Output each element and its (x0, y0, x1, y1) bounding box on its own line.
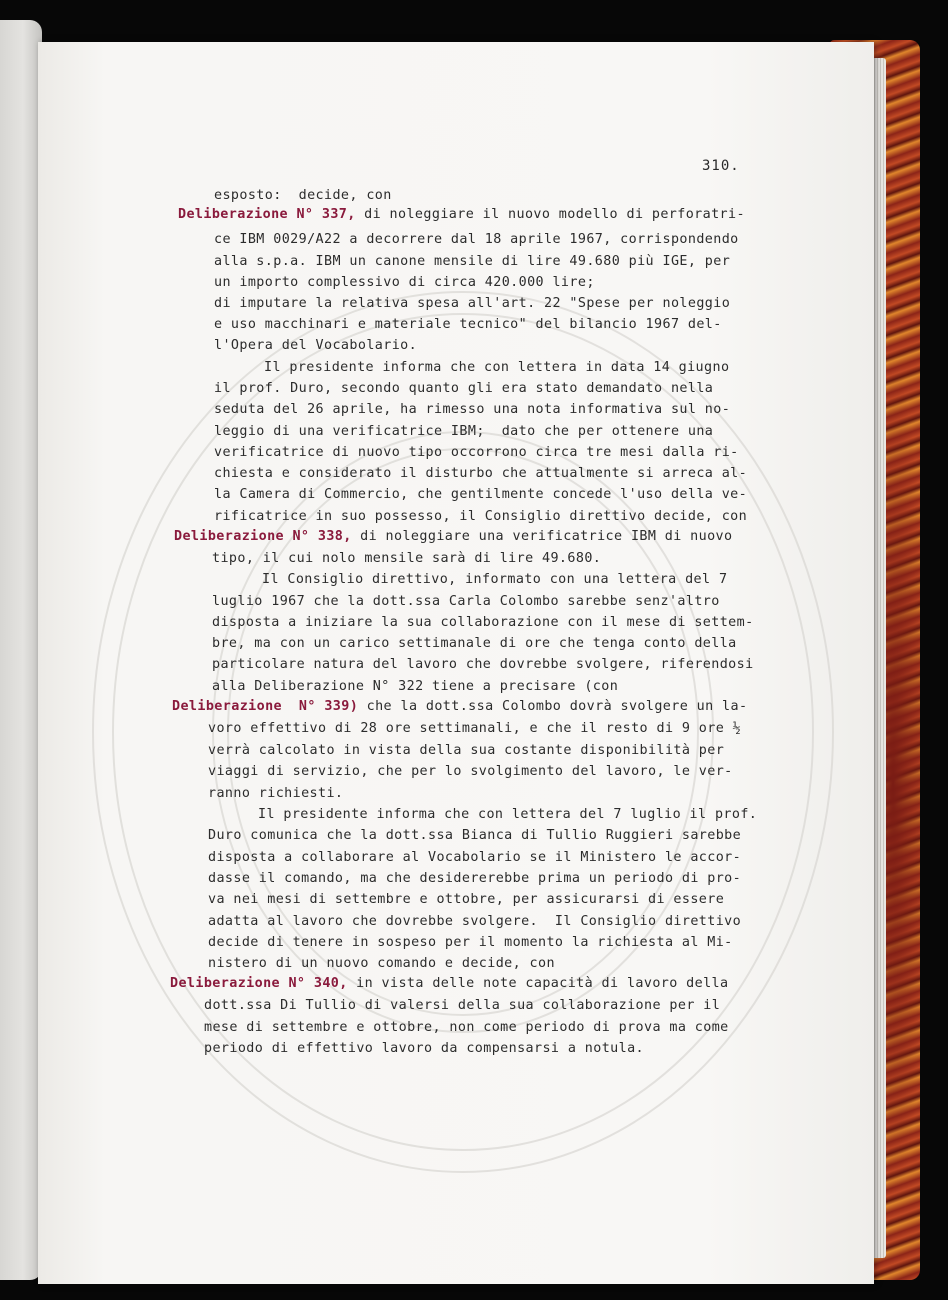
text-line: disposta a collaborare al Vocabolario se il Ministero le accor- (208, 850, 742, 865)
deliberation-337-line (178, 207, 745, 222)
text-line: chiesta e considerato il disturbo che attualmente si arreca al- (214, 466, 748, 481)
deliberation-339-line (172, 699, 747, 714)
text-line: e uso macchinari e materiale tecnico" del bilancio 1967 del- (214, 317, 722, 332)
text-line: disposta a iniziare la sua collaborazione con il mese di settem- (212, 615, 754, 630)
text-line: Il Consiglio direttivo, informato con una lettera del 7 (262, 572, 728, 587)
text-line: luglio 1967 che la dott.ssa Carla Colombo sarebbe senz'altro (212, 594, 720, 609)
text-line: alla Deliberazione N° 322 tiene a precisare (con (212, 679, 619, 694)
text-line: un importo complessivo di circa 420.000 lire; (214, 275, 595, 290)
text-line: periodo di effettivo lavoro da compensarsi a notula. (204, 1041, 645, 1056)
text-line: Il presidente informa che con lettera del 7 luglio il prof. (258, 807, 758, 822)
text-line: esposto: decide, con (214, 188, 392, 203)
text-line: l'Opera del Vocabolario. (214, 338, 418, 353)
text-line: voro effettivo di 28 ore settimanali, e che il resto di 9 ore ½ (208, 721, 742, 736)
deliberation-340-line (170, 976, 729, 991)
page-number: 310. (702, 158, 740, 174)
text-line: bre, ma con un carico settimanale di ore che tenga conto della (212, 636, 737, 651)
text-line: seduta del 26 aprile, ha rimesso una nota informativa sul no- (214, 402, 731, 417)
text-line: adatta al lavoro che dovrebbe svolgere. Il Consiglio direttivo (208, 914, 742, 929)
deliberation-338-line (174, 529, 733, 544)
text-line: ce IBM 0029/A22 a decorrere dal 18 aprile 1967, corrispondendo (214, 232, 739, 247)
text-line: alla s.p.a. IBM un canone mensile di lire 49.680 più IGE, per (214, 254, 731, 269)
text-line: leggio di una verificatrice IBM; dato che per ottenere una (214, 424, 714, 439)
left-page-edge (0, 20, 42, 1280)
deliberation-340-label: Deliberazione N° 340, (170, 976, 348, 991)
text-line: particolare natura del lavoro che dovrebbe svolgere, riferendosi (212, 657, 754, 672)
text-line: la Camera di Commercio, che gentilmente concede l'uso della ve- (214, 487, 748, 502)
text-line: di imputare la relativa spesa all'art. 22 "Spese per noleggio (214, 296, 731, 311)
text-line: nistero di un nuovo comando e decide, con (208, 956, 555, 971)
text-line: in vista delle note capacità di lavoro della (347, 976, 729, 991)
typed-text-block (38, 42, 874, 1284)
text-line: Duro comunica che la dott.ssa Bianca di Tullio Ruggieri sarebbe (208, 828, 742, 843)
document-page (38, 42, 874, 1284)
text-line: verrà calcolato in vista della sua costante disponibilità per (208, 743, 725, 758)
text-line: Il presidente informa che con lettera in data 14 giugno (264, 360, 730, 375)
deliberation-337-label: Deliberazione N° 337, (178, 207, 356, 222)
text-line: verificatrice di nuovo tipo occorrono circa tre mesi dalla ri- (214, 445, 739, 460)
text-line: mese di settembre e ottobre, non come periodo di prova ma come (204, 1020, 729, 1035)
text-line: viaggi di servizio, che per lo svolgimento del lavoro, le ver- (208, 764, 733, 779)
text-line: di noleggiare una verificatrice IBM di nuovo (351, 529, 733, 544)
text-line: rificatrice in suo possesso, il Consiglio direttivo decide, con (214, 509, 748, 524)
text-line: di noleggiare il nuovo modello di perforatri- (355, 207, 745, 222)
text-line: decide di tenere in sospeso per il momento la richiesta al Mi- (208, 935, 733, 950)
deliberation-339-label: Deliberazione N° 339) (172, 699, 359, 714)
text-line: ranno richiesti. (208, 786, 344, 801)
text-line: che la dott.ssa Colombo dovrà svolgere un la- (358, 699, 748, 714)
text-line: dasse il comando, ma che desidererebbe prima un periodo di pro- (208, 871, 742, 886)
text-line: il prof. Duro, secondo quanto gli era stato demandato nella (214, 381, 714, 396)
text-line: tipo, il cui nolo mensile sarà di lire 49.680. (212, 551, 602, 566)
text-line: dott.ssa Di Tullio di valersi della sua collaborazione per il (204, 998, 721, 1013)
deliberation-338-label: Deliberazione N° 338, (174, 529, 352, 544)
text-line: va nei mesi di settembre e ottobre, per assicurarsi di essere (208, 892, 725, 907)
